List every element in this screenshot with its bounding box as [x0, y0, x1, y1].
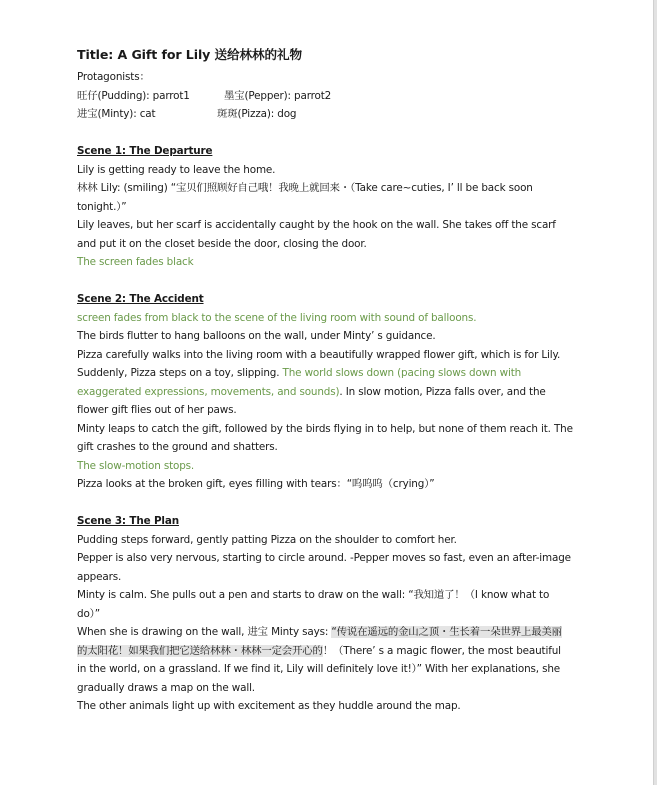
- scene-1-heading: Scene 1: The Departure: [77, 145, 213, 157]
- document-body: [77, 44, 577, 716]
- scene-3-dialogue-line: gradually draws a map on the wall.: [77, 681, 255, 694]
- scene-2-text: . In slow motion, Pizza falls over, and the flower gift flies out of her paws.: [77, 385, 546, 416]
- character-pepper: 墨宝(Pepper): parrot2: [224, 89, 332, 102]
- scene-2-paragraph: Pizza looks at the broken gift, eyes filling with tears：“呜呜呜（crying）”: [77, 478, 435, 490]
- scene-2-direction-inline: The world slows down (pacing slows down with exaggerated expressions, movements, and sounds): [77, 367, 522, 398]
- scene-3-text: ！（There’ s a magic flower, the most beautiful: [322, 644, 561, 657]
- scene-2-heading: Scene 2: The Accident: [77, 293, 204, 305]
- scene-3-dialogue-line: Minty is calm. She pulls out a pen and starts to draw on the wall: “我知道了！（I know what to: [77, 589, 550, 601]
- character-pudding: 旺仔(Pudding): parrot1: [77, 89, 190, 102]
- scene-2-paragraph: Minty leaps to catch the gift, followed by the birds flying in to help, but none of them reach it. The gift crashes to the ground and shatters.: [77, 422, 573, 453]
- character-minty: 进宝(Minty): cat: [77, 108, 156, 120]
- scene-2-direction: The slow-motion stops.: [77, 459, 195, 472]
- protagonists-label: Protagonists：: [77, 71, 150, 83]
- scene-2-paragraph: [77, 364, 577, 420]
- scene-2-paragraph: Pizza carefully walks into the living room with a beautifully wrapped flower gift, which is for Lily.: [77, 348, 561, 361]
- scene-3-dialogue-line: [77, 623, 577, 642]
- scene-3-paragraph: Pudding steps forward, gently patting Pizza on the shoulder to comfort her.: [77, 533, 457, 546]
- scene-1-dialogue-line: tonight.）”: [77, 200, 127, 213]
- scene-3-paragraph: Pepper is also very nervous, starting to circle around. -Pepper moves so fast, even an after-image appears.: [77, 552, 571, 583]
- scene-3-text: When she is drawing on the wall, 进宝 Minty says:: [77, 626, 332, 638]
- highlighted-text: “传说在遥远的金山之顶・生长着一朵世界上最美丽: [331, 626, 562, 638]
- scene-1-dialogue-line: 林林 Lily: (smiling) “宝贝们照顾好自己哦！我晚上就回来・（Take care~cuties, I’ ll be back soon: [77, 182, 533, 194]
- character-row: [77, 105, 577, 124]
- scene-1-direction: The screen fades black: [77, 256, 194, 268]
- highlighted-text: 的太阳花！如果我们把它送给林林・林林一定会开心的: [77, 644, 323, 657]
- scene-1-paragraph: Lily is getting ready to leave the home.: [77, 163, 276, 176]
- scene-3-dialogue-line: do）”: [77, 607, 100, 620]
- scene-1-paragraph: Lily leaves, but her scarf is accidentally caught by the hook on the wall. She takes off the scarf and put it on the closet beside the door, closing the door.: [77, 219, 556, 250]
- character-pizza: 斑斑(Pizza): dog: [217, 108, 297, 120]
- scene-2-direction: screen fades from black to the scene of the living room with sound of balloons.: [77, 311, 477, 324]
- scene-3-paragraph: The other animals light up with excitement as they huddle around the map.: [77, 700, 461, 712]
- page-edge-scrollbar[interactable]: [653, 0, 657, 785]
- document-title: Title: A Gift for Lily 送给林林的礼物: [77, 47, 303, 62]
- scene-3-heading: Scene 3: The Plan: [77, 515, 179, 527]
- scene-2-text: Suddenly, Pizza steps on a toy, slipping.: [77, 367, 283, 379]
- scene-3-dialogue-line: in the world, on a grassland. If we find it, Lily will definitely love it!）” With her explanations, she: [77, 663, 561, 675]
- scene-2-paragraph: The birds flutter to hang balloons on the wall, under Minty’ s guidance.: [77, 330, 436, 342]
- scene-3-dialogue-line: [77, 642, 577, 661]
- character-row: [77, 87, 577, 106]
